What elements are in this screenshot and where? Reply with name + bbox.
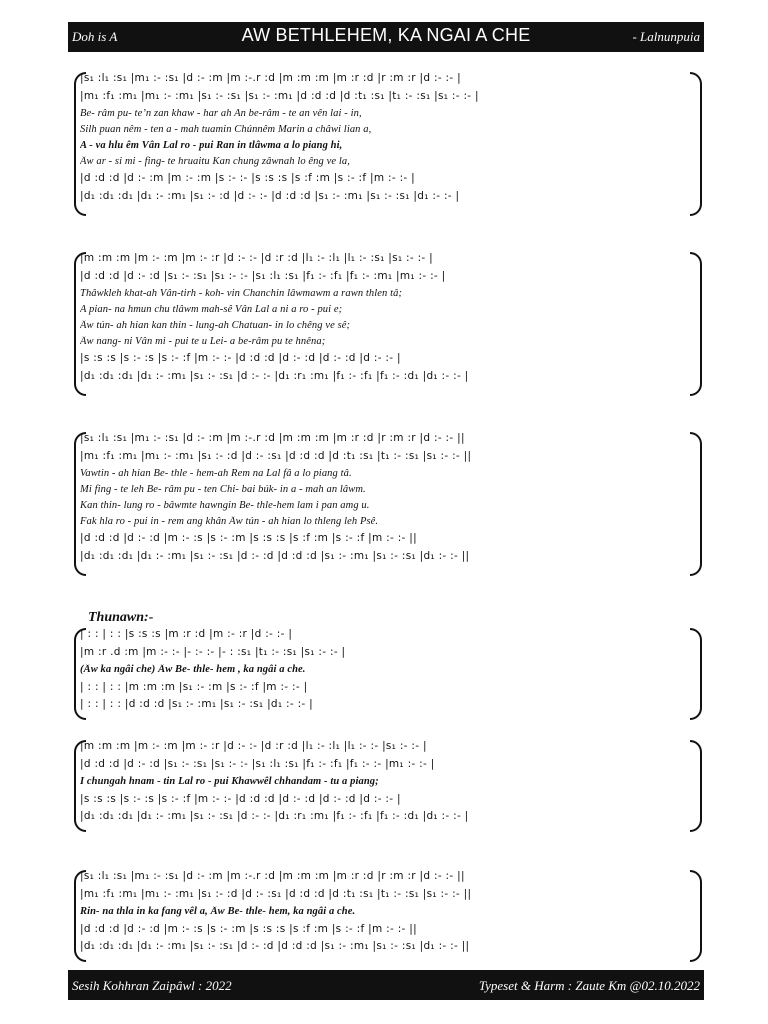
lyric-verse-1: Be- râm pu- te’n zan khaw - har ah An be-râm - te an vên lai - in, — [80, 108, 362, 119]
bass-line: |d₁ :d₁ :d₁ |d₁ :- :m₁ |s₁ :- :s₁ |d :- :- |d₁ :r₁ :m₁ |f₁ :- :f₁ |f₁ :- :d₁ |d₁ :- :- | — [80, 370, 469, 382]
bass-line: |d₁ :d₁ :d₁ |d₁ :- :m₁ |s₁ :- :d |d :- :- |d :d :d |s₁ :- :m₁ |s₁ :- :s₁ |d₁ :- :- | — [80, 190, 460, 202]
chorus-system-2 — [80, 740, 696, 827]
lyric-verse-1: Vawtin - ah hian Be- thle - hem-ah Rem na Lal fâ a lo piang tâ. — [80, 468, 352, 479]
alto-line: |m :r .d :m |m :- :- |- :- :- |- : :s₁ |t₁ :- :s₁ |s₁ :- :- | — [80, 646, 346, 658]
lyric-chorus: Rin- na thla in ka fang vêl a, Âw Be- thle- hem, ka ngâi a che. — [80, 906, 356, 917]
bass-line: |d₁ :d₁ :d₁ |d₁ :- :m₁ |s₁ :- :s₁ |d :- :- |d₁ :r₁ :m₁ |f₁ :- :f₁ |f₁ :- :d₁ |d₁ :- :- | — [80, 810, 469, 822]
lyric-verse-4: Âw ar - si mi - fing- te hruaitu Kan chung zâwnah lo êng ve la, — [80, 156, 350, 167]
alto-line: |m₁ :f₁ :m₁ |m₁ :- :m₁ |s₁ :- :s₁ |s₁ :- :m₁ |d :d :d |d :t₁ :s₁ |t₁ :- :s₁ |s₁ :- :- | — [80, 90, 479, 102]
tenor-line: |d :d :d |d :- :d |m :- :s |s :- :m |s :s :s |s :f :m |s :- :f |m :- :- || — [80, 532, 417, 544]
chorus-system-1 — [80, 628, 696, 715]
soprano-line: | : : | : : |s :s :s |m :r :d |m :- :r |d :- :- | — [80, 628, 293, 640]
system-2 — [80, 252, 696, 388]
lyric-chorus: (Âw ka ngâi che) Âw Be- thle- hem , ka ngâi a che. — [80, 664, 306, 675]
alto-line: |d :d :d |d :- :d |s₁ :- :s₁ |s₁ :- :- |s₁ :l₁ :s₁ |f₁ :- :f₁ |f₁ :- :m₁ |m₁ :- :- | — [80, 270, 446, 282]
lyric-verse-4: Âw nang- ni Vân mi - pui te u Lei- a be-râm pu te hnêna; — [80, 336, 326, 347]
footer-typeset-credit: Typeset & Harm : Zaute Km @02.10.2022 — [478, 978, 700, 993]
alto-line: |m₁ :f₁ :m₁ |m₁ :- :m₁ |s₁ :- :d |d :- :s₁ |d :d :d |d :t₁ :s₁ |t₁ :- :s₁ |s₁ :- :- || — [80, 888, 472, 900]
song-title: AW BETHLEHEM, KA NGAI A CHE — [241, 25, 531, 45]
soprano-line: |s₁ :l₁ :s₁ |m₁ :- :s₁ |d :- :m |m :-.r :d |m :m :m |m :r :d |r :m :r |d :- :- || — [80, 870, 465, 882]
tenor-line: |d :d :d |d :- :d |m :- :s |s :- :m |s :s :s |s :f :m |s :- :f |m :- :- || — [80, 923, 417, 935]
lyric-verse-3: Kan thin- lung ro - bâwmte hawngin Be- thle-hem lam i pan amg u. — [80, 500, 370, 511]
lyric-chorus: I chungah hnam - tin Lal ro - pui Khawwêl chhandam - tu a piang; — [80, 776, 379, 787]
tenor-line: |s :s :s |s :- :s |s :- :f |m :- :- |d :d :d |d :- :d |d :- :d |d :- :- | — [80, 793, 401, 805]
soprano-line: |m :m :m |m :- :m |m :- :r |d :- :- |d :r :d |l₁ :- :l₁ |l₁ :- :- |s₁ :- :- | — [80, 740, 427, 752]
lyric-verse-2: Silh puan nêm - ten a - mah tuamin Chúnnêm Marin a châwi lian a, — [80, 124, 372, 135]
system-3 — [80, 432, 696, 568]
soprano-line: |m :m :m |m :- :m |m :- :r |d :- :- |d :r :d |l₁ :- :l₁ |l₁ :- :s₁ |s₁ :- :- | — [80, 252, 433, 264]
key-signature: Doh is A — [72, 29, 118, 44]
chorus-label: Thunawn:- — [88, 610, 154, 625]
tenor-line: |s :s :s |s :- :s |s :- :f |m :- :- |d :d :d |d :- :d |d :- :d |d :- :- | — [80, 352, 401, 364]
lyric-verse-4: Fak hla ro - pui in - rem ang khân Âw tún - ah hian lo thleng leh Psê. — [80, 516, 379, 527]
tenor-line: | : : | : : |m :m :m |s₁ :- :m |s :- :f |m :- :- | — [80, 681, 308, 693]
lyric-verse-3: A - va hlu êm Vân Lal ro - pui Ran in tlâwma a lo piang hi, — [80, 140, 343, 151]
composer: - Lalnunpuia — [632, 29, 700, 44]
lyric-verse-2: Mi fing - te leh Be- râm pu - ten Chi- bai búk- in a - mah an lâwm. — [80, 484, 366, 495]
footer-source: Sesih Kohhran Zaipâwl : 2022 — [72, 978, 232, 993]
lyric-verse-2: A pian- na hmun chu tlâwm mah-sê Vân Lal a ni a ro - pui e; — [80, 304, 343, 315]
lyric-verse-3: Âw tún- ah hian kan thin - lung-ah Chatuan- in lo chêng ve sê; — [80, 320, 351, 331]
tenor-line: |d :d :d |d :- :m |m :- :m |s :- :- |s :s :s |s :f :m |s :- :f |m :- :- | — [80, 172, 415, 184]
footer-bar — [68, 970, 704, 1000]
system-1 — [80, 72, 696, 208]
soprano-line: |s₁ :l₁ :s₁ |m₁ :- :s₁ |d :- :m |m :-.r :d |m :m :m |m :r :d |r :m :r |d :- :- || — [80, 432, 465, 444]
alto-line: |d :d :d |d :- :d |s₁ :- :s₁ |s₁ :- :- |s₁ :l₁ :s₁ |f₁ :- :f₁ |f₁ :- :- |m₁ :- :- | — [80, 758, 435, 770]
soprano-line: |s₁ :l₁ :s₁ |m₁ :- :s₁ |d :- :m |m :-.r :d |m :m :m |m :r :d |r :m :r |d :- :- | — [80, 72, 461, 84]
alto-line: |m₁ :f₁ :m₁ |m₁ :- :m₁ |s₁ :- :d |d :- :s₁ |d :d :d |d :t₁ :s₁ |t₁ :- :s₁ |s₁ :- :- || — [80, 450, 472, 462]
bass-line: | : : | : : |d :d :d |s₁ :- :m₁ |s₁ :- :s₁ |d₁ :- :- | — [80, 698, 313, 710]
bass-line: |d₁ :d₁ :d₁ |d₁ :- :m₁ |s₁ :- :s₁ |d :- :d |d :d :d |s₁ :- :m₁ |s₁ :- :s₁ |d₁ :- :- || — [80, 940, 470, 952]
lyric-verse-1: Thâwkleh khat-ah Vân-tirh - koh- vin Chanchin lâwmawm a rawn thlen tâ; — [80, 288, 403, 299]
header-bar — [68, 22, 704, 52]
chorus-system-3 — [80, 870, 696, 957]
bass-line: |d₁ :d₁ :d₁ |d₁ :- :m₁ |s₁ :- :s₁ |d :- :d |d :d :d |s₁ :- :m₁ |s₁ :- :s₁ |d₁ :- :- || — [80, 550, 470, 562]
